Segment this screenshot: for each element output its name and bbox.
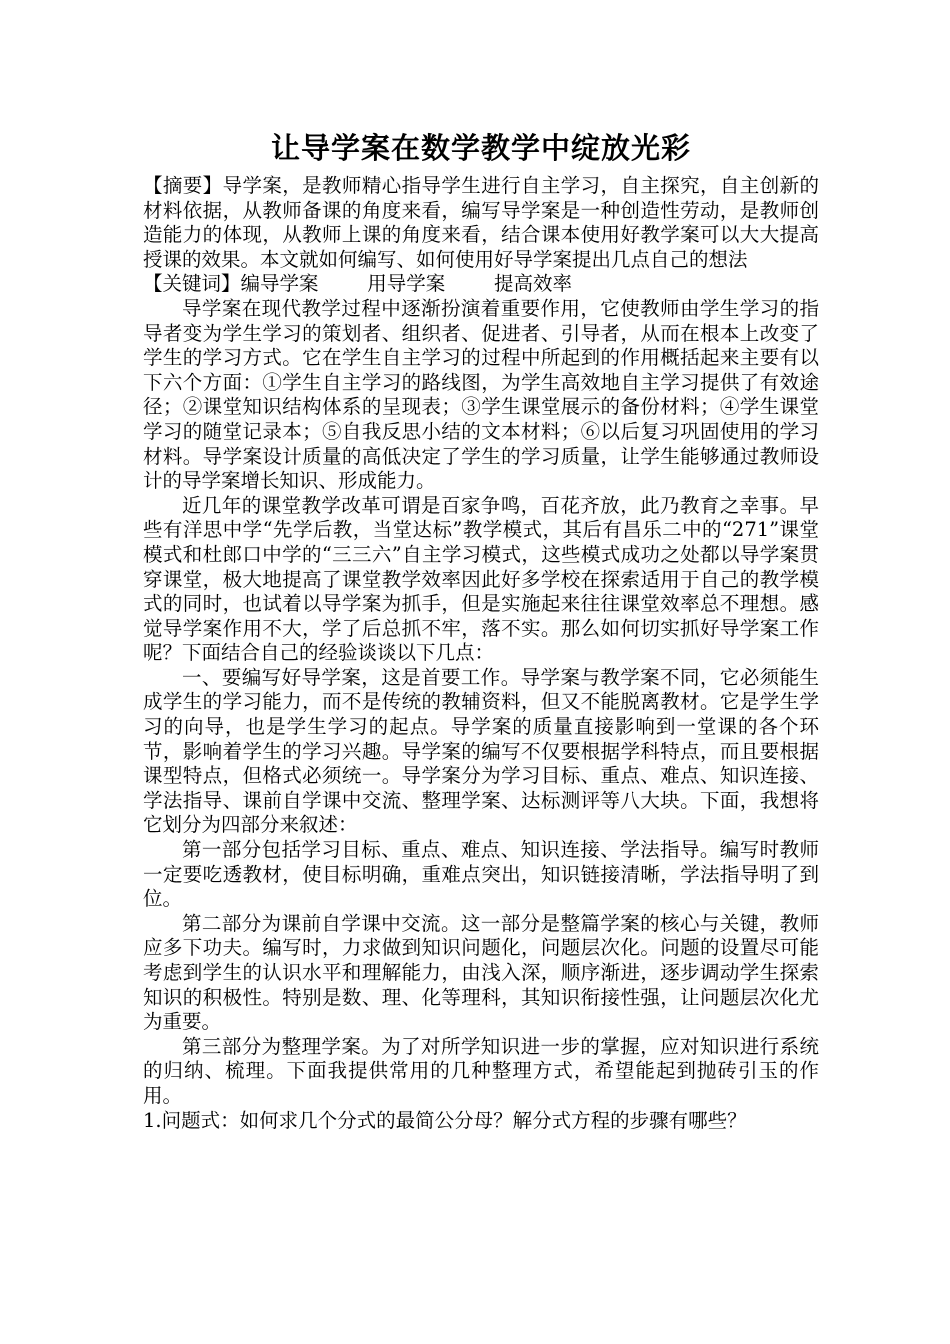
document-title: 让导学案在数学教学中绽放光彩 — [270, 131, 691, 165]
body-paragraph-part-one: 第一部分包括学习目标、重点、难点、知识连接、学法指导。编写时教师一定要吃透教材，使目标明确，重难点突出，知识链接清晰，学法指导明了到位。 — [143, 838, 819, 911]
body-paragraph-section-one: 一、要编写好导学案，这是首要工作。导学案与教学案不同，它必须能生成学生的学习能力，而不是传统的教辅资料，但又不能脱离教材。它是学生学习的向导，也是学生学习的起点。导学案的质量直接影响到一堂课的各个环节，影响着学生的学习兴趣。导学案的编写不仅要根据学科特点，而且要根据课型特点，但格式必须统一。导学案分为学习目标、重点、难点、知识连接、学法指导、课前自学课中交流、整理学案、达标测评等八大块。下面，我想将它划分为四部分来叙述： — [143, 665, 819, 837]
body-paragraph-part-three: 第三部分为整理学案。为了对所学知识进一步的掌握，应对知识进行系统的归纳、梳理。下面我提供常用的几种整理方式，希望能起到抛砖引玉的作用。 — [143, 1034, 819, 1107]
keyword-item: 用导学案 — [367, 272, 446, 296]
keywords-label: 【关键词】 — [143, 272, 241, 296]
question-style-line: 1.问题式：如何求几个分式的最简公分母？解分式方程的步骤有哪些？ — [143, 1108, 747, 1132]
body-paragraph-part-two: 第二部分为课前自学课中交流。这一部分是整篇学案的核心与关键，教师应多下功夫。编写时，力求做到知识问题化，问题层次化。问题的设置尽可能考虑到学生的认识水平和理解能力，由浅入深，顺序渐进，逐步调动学生探索知识的积极性。特别是数、理、化等理科，其知识衔接性强，让问题层次化尤为重要。 — [143, 911, 819, 1034]
keywords-line — [143, 272, 819, 297]
document-page — [143, 126, 819, 1133]
keyword-item: 提高效率 — [494, 272, 573, 296]
body-paragraph-reform: 近几年的课堂教学改革可谓是百家争鸣，百花齐放，此乃教育之幸事。早些有洋思中学“先学后教，当堂达标”教学模式，其后有昌乐二中的“271”课堂模式和杜郎口中学的“三三六”自主学习模式，这些模式成功之处都以导学案贯穿课堂，极大地提高了课堂教学效率因此好多学校在探索适用于自己的教学模式的同时，也试着以导学案为抓手，但是实施起来往往课堂效率总不理想。感觉导学案作用不大，学了后总抓不牢，落不实。那么如何切实抓好导学案工作呢？下面结合自己的经验谈谈以下几点： — [143, 493, 819, 665]
keyword-item: 编导学案 — [240, 272, 319, 296]
abstract-paragraph: 【摘要】导学案，是教师精心指导学生进行自主学习，自主探究，自主创新的材料依据，从教师备课的角度来看，编写导学案是一种创造性劳动，是教师创造能力的体现，从教师上课的角度来看，结合课本使用好教学案可以大大提高授课的效果。本文就如何编写、如何使用好导学案提出几点自己的想法 — [143, 174, 819, 271]
body-paragraph-intro: 导学案在现代教学过程中逐渐扮演着重要作用，它使教师由学生学习的指导者变为学生学习的策划者、组织者、促进者、引导者，从而在根本上改变了学生的学习方式。它在学生自主学习的过程中所起到的作用概括起来主要有以下六个方面：①学生自主学习的路线图，为学生高效地自主学习提供了有效途径；②课堂知识结构体系的呈现表；③学生课堂展示的备份材料；④学生课堂学习的随堂记录本；⑤自我反思小结的文本材料；⑥以后复习巩固使用的学习材料。导学案设计质量的高低决定了学生的学习质量，让学生能够通过教师设计的导学案增长知识、形成能力。 — [143, 296, 819, 493]
